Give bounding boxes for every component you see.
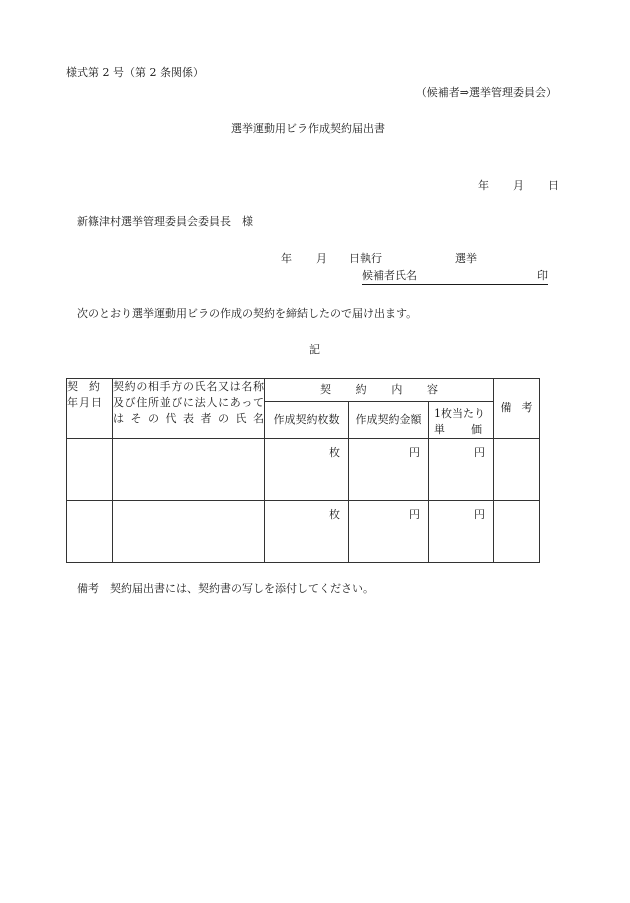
cell-contract-party[interactable] xyxy=(113,500,265,562)
date-year: 年 xyxy=(478,179,489,192)
col-header-contract-date: 契 約 年月日 xyxy=(67,379,113,439)
cell-unit-price[interactable]: 円 xyxy=(429,438,494,500)
cell-count[interactable]: 枚 xyxy=(265,438,349,500)
cell-contract-party[interactable] xyxy=(113,438,265,500)
cell-contract-date[interactable] xyxy=(67,500,113,562)
date-day: 日 xyxy=(548,179,559,192)
cell-count[interactable]: 枚 xyxy=(265,500,349,562)
election-month: 月 xyxy=(316,252,327,265)
seal-mark: 印 xyxy=(537,269,548,282)
form-number: 様式第 2 号（第 2 条関係） xyxy=(66,66,204,79)
table-row xyxy=(67,500,540,562)
col-header-remarks: 備 考 xyxy=(494,379,540,439)
cell-unit-price[interactable]: 円 xyxy=(429,500,494,562)
col-header-contract-party: 契約の相手方の氏名又は名称及び住所並びに法人にあってはその代表者の氏名 xyxy=(113,379,265,439)
body-text: 次のとおり選挙運動用ビラの作成の契約を締結したので届け出ます。 xyxy=(77,307,418,320)
cell-amount[interactable]: 円 xyxy=(349,500,429,562)
submit-route: （候補者⇒選挙管理委員会） xyxy=(415,86,557,99)
candidate-name-field xyxy=(362,270,548,285)
col-header-unit-price: 1枚当たり 単 価 xyxy=(429,402,494,439)
col-header-amount: 作成契約金額 xyxy=(349,402,429,439)
table-row xyxy=(67,438,540,500)
col-header-contract-content: 契 約 内 容 xyxy=(265,379,494,402)
cell-contract-date[interactable] xyxy=(67,438,113,500)
note: 備考 契約届出書には、契約書の写しを添付してください。 xyxy=(77,582,374,595)
cell-amount[interactable]: 円 xyxy=(349,438,429,500)
addressee: 新篠津村選挙管理委員会委員長 様 xyxy=(77,215,253,228)
ki-mark: 記 xyxy=(309,343,320,356)
cell-remarks[interactable] xyxy=(494,500,540,562)
date-month: 月 xyxy=(513,179,524,192)
document-title: 選挙運動用ビラ作成契約届出書 xyxy=(231,122,385,135)
header-row-1 xyxy=(67,379,540,402)
election-day-held: 日執行 xyxy=(349,252,382,265)
election-year: 年 xyxy=(281,252,292,265)
cell-remarks[interactable] xyxy=(494,438,540,500)
candidate-name-label: 候補者氏名 xyxy=(362,269,417,282)
contract-table xyxy=(66,378,540,563)
election-type: 選挙 xyxy=(455,252,477,265)
col-header-count: 作成契約枚数 xyxy=(265,402,349,439)
